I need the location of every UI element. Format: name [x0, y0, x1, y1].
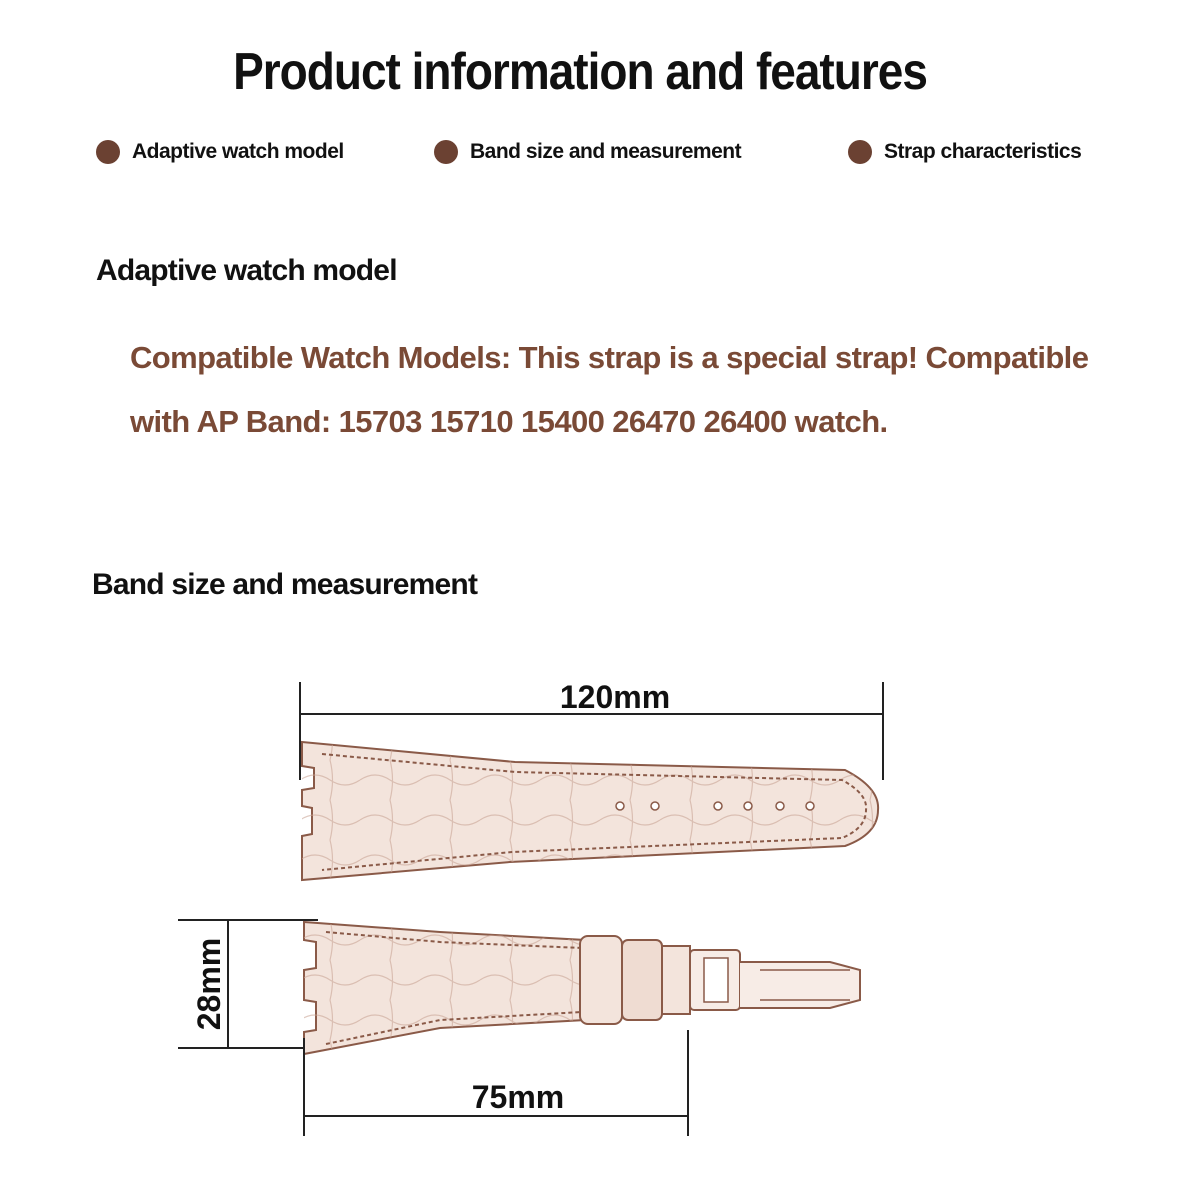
- feature-nav: [0, 140, 1200, 170]
- bullet-dot-icon: [848, 140, 872, 164]
- width-label: 28mm: [191, 937, 227, 1031]
- description-line: Compatible Watch Models: This strap is a special strap! Compatible: [130, 340, 1089, 375]
- short-length-dimension: [304, 1030, 688, 1136]
- nav-item-strap-characteristics[interactable]: [848, 140, 1081, 164]
- nav-item-adaptive-watch-model[interactable]: [96, 140, 344, 164]
- short-strap-with-buckle-image: [304, 922, 860, 1054]
- nav-item-label: Adaptive watch model: [132, 140, 344, 163]
- bullet-dot-icon: [434, 140, 458, 164]
- nav-item-label: Band size and measurement: [470, 140, 742, 163]
- nav-item-band-size[interactable]: [434, 140, 741, 164]
- bullet-dot-icon: [96, 140, 120, 164]
- length-label: 120mm: [559, 679, 671, 715]
- section-heading-band-size: Band size and measurement: [92, 568, 478, 601]
- long-strap-image: [302, 742, 878, 880]
- strap-measurement-diagram: [0, 640, 1200, 1160]
- nav-item-label: Strap characteristics: [884, 140, 1082, 163]
- page-title: Product information and features: [233, 41, 927, 101]
- compatibility-description: [130, 326, 1140, 454]
- description-line: with AP Band: 15703 15710 15400 26470 26400 watch.: [130, 404, 888, 439]
- section-heading-adaptive: Adaptive watch model: [96, 254, 397, 287]
- short-length-label: 75mm: [471, 1079, 565, 1115]
- width-dimension: [178, 920, 318, 1048]
